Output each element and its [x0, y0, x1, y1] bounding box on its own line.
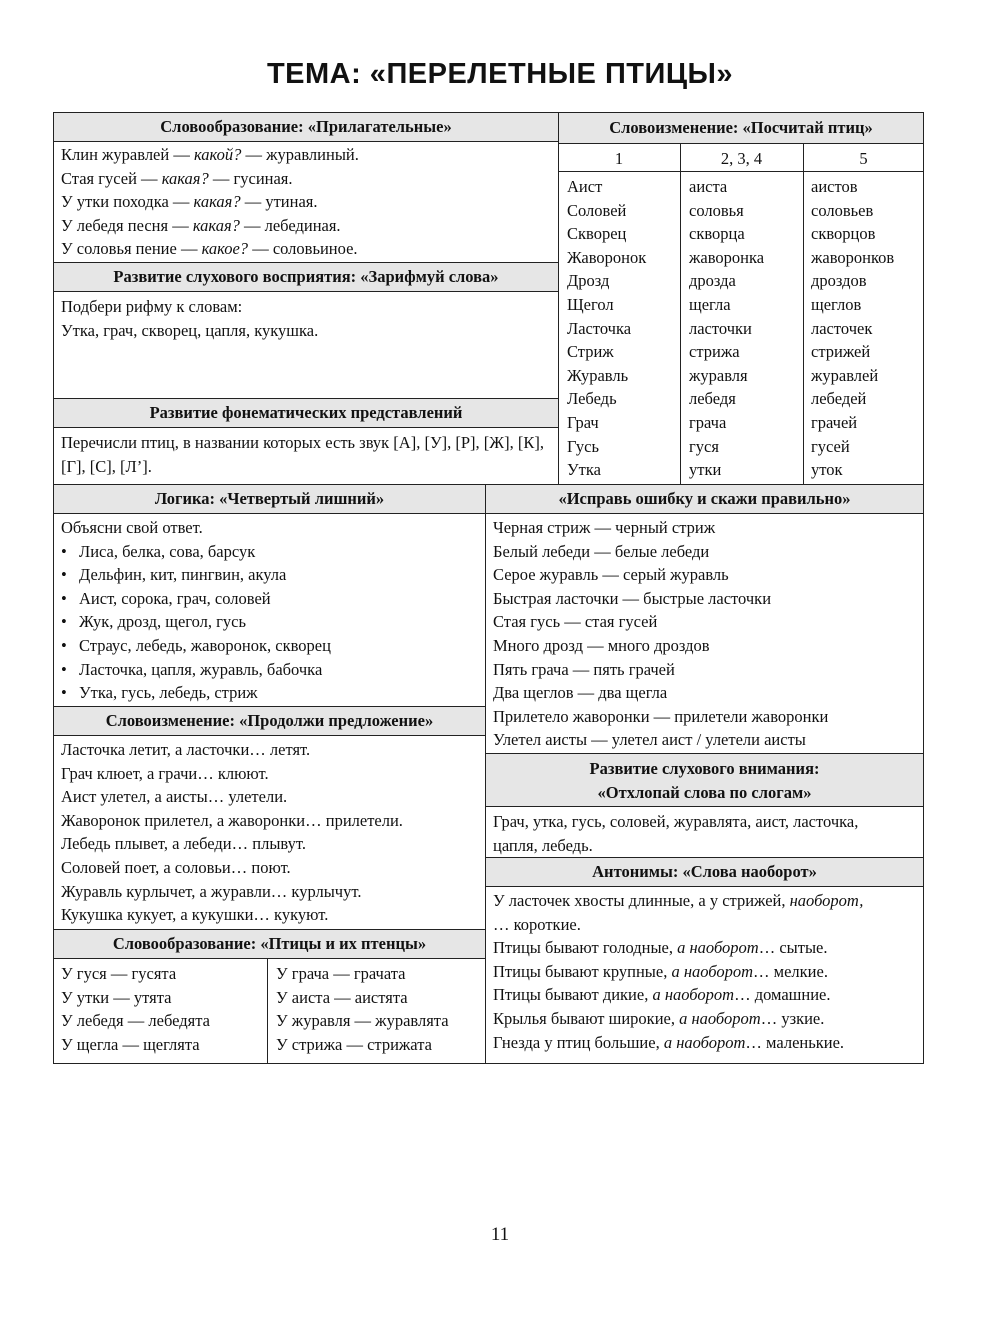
- list-item: Лебедь плывет, а лебеди… плывут.: [61, 834, 306, 854]
- list-item: Улетел аисты — улетел аист / улетели аисты: [493, 730, 806, 750]
- list-item: У ласточек хвосты длинные, а у стрижей, наоборот,: [493, 891, 864, 910]
- list-item: У утки походка — какая? — утиная.: [61, 192, 318, 212]
- list-item: стрижей: [811, 342, 871, 362]
- list-item: Аист: [567, 177, 603, 196]
- divider: [267, 958, 268, 1064]
- list-item: Много дрозд — много дроздов: [493, 635, 710, 655]
- list-item: стрижа: [689, 342, 740, 362]
- list-item: гуся: [689, 436, 719, 456]
- poschitai-column-2: [689, 175, 764, 482]
- list-item: Жаворонок прилетел, а жаворонки… прилетели.: [61, 810, 403, 830]
- list-item: Жаворонок: [567, 247, 647, 267]
- list-item: щеглов: [811, 294, 862, 314]
- list-item: журавлей: [811, 365, 879, 385]
- list-item: Пять грача — пять грачей: [493, 659, 675, 679]
- list-item: Дрозд: [567, 271, 610, 291]
- list-item: аистов: [811, 177, 858, 196]
- list-item: У лебедя — лебедята: [61, 1011, 210, 1031]
- poschitai-column-1: [567, 175, 646, 482]
- list-item: Клин журавлей — какой? — журавлиный.: [61, 145, 359, 164]
- list-item: Стая гусей — какая? — гусиная.: [61, 168, 293, 188]
- isprav-list: [493, 516, 828, 752]
- slogi-header-line: «Отхлопай слова по слогам»: [597, 783, 812, 802]
- list-item: Стая гусь — стая гусей: [493, 612, 658, 632]
- list-item: Грач клюет, а грачи… клюют.: [61, 763, 269, 783]
- list-item: • Аист, сорока, грач, соловей: [61, 587, 331, 611]
- rifma-line: Подбери рифму к словам:: [61, 297, 243, 316]
- list-item: Гусь: [567, 436, 600, 456]
- column-header-234: 2, 3, 4: [720, 149, 763, 168]
- list-item: Грач: [567, 412, 599, 432]
- list-item: жаворонка: [689, 247, 765, 267]
- list-item: Гнезда у птиц большие, а наоборот… маленькие.: [493, 1032, 845, 1052]
- slogi-line: Грач, утка, гусь, соловей, журавлята, аист, ласточка,: [493, 812, 859, 831]
- section-header-fonemat: Развитие фонематических представлений: [53, 398, 559, 428]
- list-item: дроздов: [811, 271, 867, 291]
- list-item: • Утка, гусь, лебедь, стриж: [61, 681, 331, 705]
- list-item: утки: [689, 460, 722, 480]
- slogi-header-line: Развитие слухового внимания:: [589, 759, 820, 778]
- list-item: Ласточка: [567, 318, 632, 338]
- list-item: Кукушка кукует, а кукушки… кукуют.: [61, 905, 329, 925]
- page-title: ТЕМА: «ПЕРЕЛЕТНЫЕ ПТИЦЫ»: [266, 58, 734, 90]
- list-item: • Страус, лебедь, жаворонок, скворец: [61, 634, 331, 658]
- list-item: Белый лебеди — белые лебеди: [493, 541, 710, 561]
- list-item: Прилетело жаворонки — прилетели жаворонки: [493, 706, 829, 726]
- fonemat-text: Перечисли птиц, в названии которых есть звук [А], [У], [Р], [Ж], [К], [Г], [С], [Л’].: [61, 433, 544, 476]
- list-item: ласточек: [811, 318, 873, 338]
- list-item: Лебедь: [567, 389, 617, 409]
- list-item: Птицы бывают голодные, а наоборот… сытые.: [493, 938, 828, 958]
- list-item: У щегла — щеглята: [61, 1034, 200, 1054]
- list-item: • Дельфин, кит, пингвин, акула: [61, 563, 331, 587]
- list-item: аиста: [689, 177, 728, 196]
- list-item: Птицы бывают дикие, а наоборот… домашние.: [493, 985, 831, 1005]
- list-item: У соловья пение — какое? — соловьиное.: [61, 239, 358, 259]
- list-item: У стрижа — стрижата: [276, 1034, 432, 1054]
- list-item: ласточки: [689, 318, 752, 338]
- list-item: уток: [811, 460, 843, 480]
- section-header-prodolzhi: Словоизменение: «Продолжи предложение»: [53, 706, 486, 736]
- list-item: Крылья бывают широкие, а наоборот… узкие.: [493, 1008, 825, 1028]
- list-item: Утка: [567, 460, 601, 480]
- list-item: щегла: [689, 294, 731, 314]
- list-item: Ласточка летит, а ласточки… летят.: [61, 740, 311, 759]
- list-item: журавля: [689, 365, 748, 385]
- list-item: Скворец: [567, 224, 627, 244]
- list-item: лебедя: [689, 389, 736, 409]
- list-item: соловьев: [811, 200, 874, 220]
- rifma-text: [61, 295, 318, 342]
- logika-intro: Объясни свой ответ.: [61, 518, 203, 537]
- list-item: Птицы бывают крупные, а наоборот… мелкие.: [493, 961, 828, 981]
- list-item: • Ласточка, цапля, журавль, бабочка: [61, 658, 331, 682]
- list-item: скворца: [689, 224, 745, 244]
- list-item: У утки — утята: [61, 987, 172, 1007]
- list-item: Щегол: [567, 294, 614, 314]
- section-header-logika: Логика: «Четвертый лишний»: [53, 484, 486, 514]
- column-header-1: 1: [614, 149, 624, 168]
- section-header-prilagatelnye: Словообразование: «Прилагательные»: [53, 112, 559, 142]
- column-header-5: 5: [859, 149, 868, 168]
- prilagatelnye-list: [61, 143, 359, 261]
- logika-list: [61, 516, 331, 705]
- list-item: У журавля — журавлята: [276, 1011, 449, 1031]
- list-item: Быстрая ласточки — быстрые ласточки: [493, 588, 772, 608]
- antonimy-list: [493, 889, 863, 1054]
- rifma-line: Утка, грач, скворец, цапля, кукушка.: [61, 320, 319, 340]
- list-item: У лебедя песня — какая? — лебединая.: [61, 215, 341, 235]
- list-item: • Жук, дрозд, щегол, гусь: [61, 610, 331, 634]
- list-item: Журавль: [567, 365, 629, 385]
- section-header-slogi: [485, 753, 924, 807]
- divider: [680, 143, 681, 485]
- list-item: скворцов: [811, 224, 876, 244]
- page-number: 11: [490, 1224, 510, 1245]
- list-item: грача: [689, 412, 727, 432]
- prodolzhi-list: [61, 738, 403, 927]
- list-item: • Лиса, белка, сова, барсук: [61, 540, 331, 564]
- list-item: … короткие.: [493, 914, 581, 934]
- slogi-text: [493, 810, 858, 857]
- list-item: Серое журавль — серый журавль: [493, 565, 729, 585]
- list-item: У грача — грачата: [276, 964, 406, 983]
- slogi-line: цапля, лебедь.: [493, 835, 593, 855]
- ptentsy-right: [276, 962, 449, 1056]
- poschitai-column-3: [811, 175, 894, 482]
- list-item: грачей: [811, 412, 858, 432]
- divider: [558, 171, 924, 172]
- list-item: У гуся — гусята: [61, 964, 177, 983]
- list-item: лебедей: [811, 389, 867, 409]
- list-item: Два щеглов — два щегла: [493, 683, 668, 703]
- list-item: У аиста — аистята: [276, 987, 408, 1007]
- section-header-antonimy: Антонимы: «Слова наоборот»: [485, 857, 924, 887]
- list-item: дрозда: [689, 271, 736, 291]
- list-item: жаворонков: [811, 247, 895, 267]
- list-item: гусей: [811, 436, 850, 456]
- ptentsy-left: [61, 962, 210, 1056]
- section-header-rifma: Развитие слухового восприятия: «Зарифмуй слова»: [53, 262, 559, 292]
- section-header-poschitai: Словоизменение: «Посчитай птиц»: [558, 112, 924, 144]
- list-item: Журавль курлычет, а журавли… курлычут.: [61, 881, 362, 901]
- list-item: соловья: [689, 200, 744, 220]
- list-item: Стриж: [567, 342, 614, 362]
- divider: [803, 143, 804, 485]
- list-item: Соловей: [567, 200, 627, 220]
- section-header-ptentsy: Словообразование: «Птицы и их птенцы»: [53, 929, 486, 959]
- section-header-isprav: «Исправь ошибку и скажи правильно»: [485, 484, 924, 514]
- list-item: Черная стриж — черный стриж: [493, 518, 716, 537]
- list-item: Соловей поет, а соловьи… поют.: [61, 857, 291, 877]
- list-item: Аист улетел, а аисты… улетели.: [61, 787, 288, 807]
